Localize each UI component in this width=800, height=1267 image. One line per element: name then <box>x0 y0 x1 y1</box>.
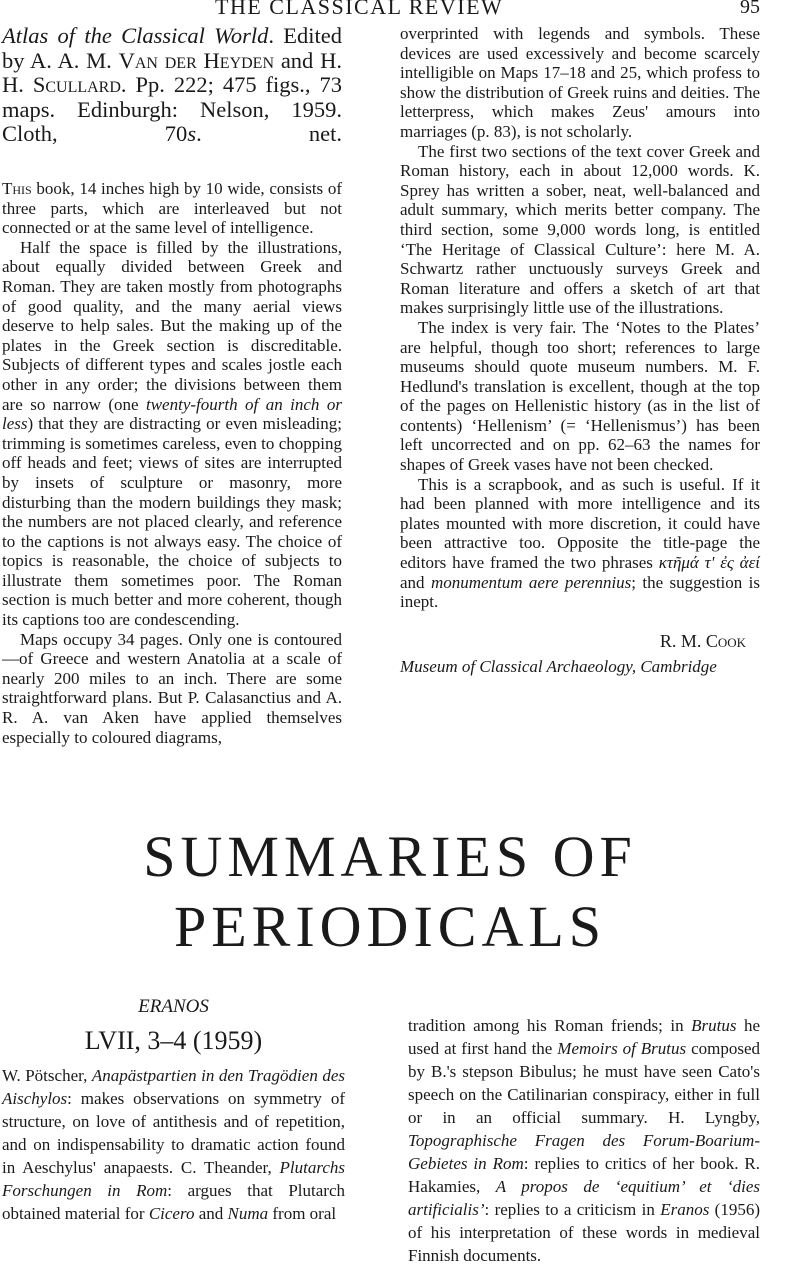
text-run: The first two sections of the text cover Greek and Roman history, each in about 12,000 words. K. Sprey has written a sober, neat, well-balanced and adult summary, which merits better company. The third section, some 9,000 words long, is entitled ‘The Heritage of Classical Culture’: here M. A. Schwartz rather unctuously surveys Greek and Roman literature and offers a sketch of art that makes surprisingly little use of the illustrations. <box>400 141 760 318</box>
text-run: Half the space is filled by the illustrations, about equally divided between Greek and Roman. They are taken mostly from photographs of good quality, and the many aerial views deserve to help sales. But the making up of the plates in the Greek section is discreditable. Subjects of different types and scales jostle each other in any order; the divisions between them are so narrow (one <box>2 237 342 414</box>
italic-text: Cicero <box>148 1204 195 1223</box>
text-run: . Edited by A. A. M. <box>2 23 343 73</box>
reviewer-affiliation: Museum of Classical Archaeology, Cambridge <box>400 657 717 677</box>
reviewer-signature <box>400 632 760 652</box>
review-right-column <box>400 24 760 677</box>
text-run: . Pp. 222; 475 figs., 73 maps. Edinburgh: Nelson, 1959. Cloth, 70 <box>2 72 343 146</box>
italic-text: Brutus <box>691 1016 737 1035</box>
review-paragraph <box>2 238 342 630</box>
text-run: Maps occupy 34 pages. Only one is contoured—of Greece and western Anatolia at a scale of nearly 200 miles to an inch. There are some straightforward plans. But P. Calasanctius and A. R. A. van Aken have applied themselves especially to coloured diagrams, <box>2 629 342 747</box>
review-paragraph <box>2 630 342 748</box>
text-run: ; the suggestion is inept. <box>400 572 760 612</box>
periodical-left-column <box>2 995 345 1225</box>
review-left-column <box>2 24 342 747</box>
text-run: and <box>400 572 431 592</box>
text-run: composed by B.'s stepson Bibulus; he must have seen Cato's speech on the Catilinarian conspiracy, either in full or in an official summary. H. Lyngby, <box>408 1039 760 1127</box>
text-run: The index is very fair. The ‘Notes to the Plates’ are helpful, though too short; references to large museums should quote museum numbers. M. F. Hedlund's translation is excellent, though at the top of the pages on Hellenistic history (as in the list of contents) ‘Hellenism’ (= ‘Hellenismus’) has been left uncorrected and on pp. 62–63 the names for shapes of Greek vases have not been checked. <box>400 317 760 475</box>
text-run: Van der Heyden <box>118 47 275 73</box>
italic-text: A propos de ‘equitium’ et ‘dies artificialis’ <box>408 1177 761 1219</box>
review-paragraph <box>400 24 760 142</box>
section-heading-line: PERIODICALS <box>173 894 607 959</box>
journal-name: ERANOS <box>138 996 209 1017</box>
review-title <box>2 24 342 171</box>
page-number: 95 <box>740 0 760 18</box>
text-run: This is a scrapbook, and as such is useful. If it had been planned with more intelligence and its plates mounted with more discretion, it could have been attractive too. Opposite the title-page the editors have framed the two phrases <box>400 474 760 573</box>
journal-volume: LVII, 3–4 (1959) <box>84 1026 263 1055</box>
text-run: Cook <box>705 630 746 651</box>
review-paragraph <box>400 142 760 318</box>
italic-text: Eranos <box>660 1200 710 1219</box>
summary-text <box>2 1064 345 1225</box>
text-run: tradition among his Roman friends; in <box>408 1016 692 1035</box>
text-run: ) that they are distracting or even misleading; trimming is sometimes careless, even to chopping off heads and feet; views of sites are interrupted by insets of sculpture or masonry, more disturbing than the modern buildings they mask; the numbers are not placed clearly, and reference to the captions is not always easy. The choice of topics is reasonable, the choice of subjects to illustrate them sometimes poor. The Roman section is much better and more coherent, though its captions too are condescending. <box>2 414 342 630</box>
italic-text: Topographische Fragen des Forum-Boarium-Gebietes in Rom <box>408 1131 760 1173</box>
italic-text: Memoirs of Brutus <box>557 1039 687 1058</box>
italic-text: Plutarchs Forschungen in Rom <box>2 1158 345 1200</box>
text-run: Scullard <box>32 72 121 97</box>
text-run: (1956) of his interpretation of these words in medieval Finnish documents. <box>408 1200 760 1265</box>
text-run: : replies to a criticism in <box>484 1200 661 1219</box>
text-run: he used at first hand the <box>408 1016 761 1058</box>
review-paragraph <box>2 179 342 238</box>
text-run: W. Pötscher, <box>2 1066 92 1085</box>
text-run: overprinted with legends and symbols. These devices are used excessively and become scarcely intelligible on Maps 17–18 and 25, which profess to show the distribution of Greek ruins and deities. The letterpress, which makes Zeus' amours into marriages (p. 83), is not scholarly. <box>400 24 760 141</box>
text-run: : replies to critics of her book. R. Hakamies, <box>408 1154 760 1196</box>
review-paragraph <box>400 318 760 475</box>
text-run: R. M. <box>659 630 706 651</box>
text-run: from oral <box>268 1204 337 1223</box>
text-run: book, 14 inches high by 10 wide, consists of three parts, which are interleaved but not connected or at the same level of intelligence. <box>2 179 342 238</box>
text-run: This <box>2 179 32 198</box>
section-heading <box>0 822 780 962</box>
italic-text: Anapästpartien in den Tragödien des Aischylos <box>2 1066 345 1108</box>
review-paragraph <box>400 475 760 612</box>
running-head: THE CLASSICAL REVIEW <box>215 0 504 19</box>
italic-text: κτῆμά τ' ἐς ἀεί <box>658 553 760 573</box>
text-run: : makes observations on symmetry of structure, on love of antithesis and of repetition, and on indispensability to dramatic action found in Aeschylus' anapaests. C. Theander, <box>2 1089 345 1177</box>
italic-text: monumentum aere perennius <box>430 572 632 592</box>
italic-text: s <box>187 121 197 146</box>
summary-text <box>408 1014 760 1267</box>
italic-text: twenty-fourth of an inch or less <box>2 394 342 434</box>
italic-text: Numa <box>227 1204 269 1223</box>
text-run: . net. <box>196 121 342 146</box>
periodical-right-column <box>408 1014 760 1267</box>
section-heading-line: SUMMARIES OF <box>143 824 637 889</box>
italic-text: Atlas of the Classical World <box>2 23 269 48</box>
text-run: and H. H. <box>2 47 342 97</box>
text-run: and <box>194 1204 228 1223</box>
text-run: : argues that Plutarch obtained material for <box>2 1181 345 1223</box>
